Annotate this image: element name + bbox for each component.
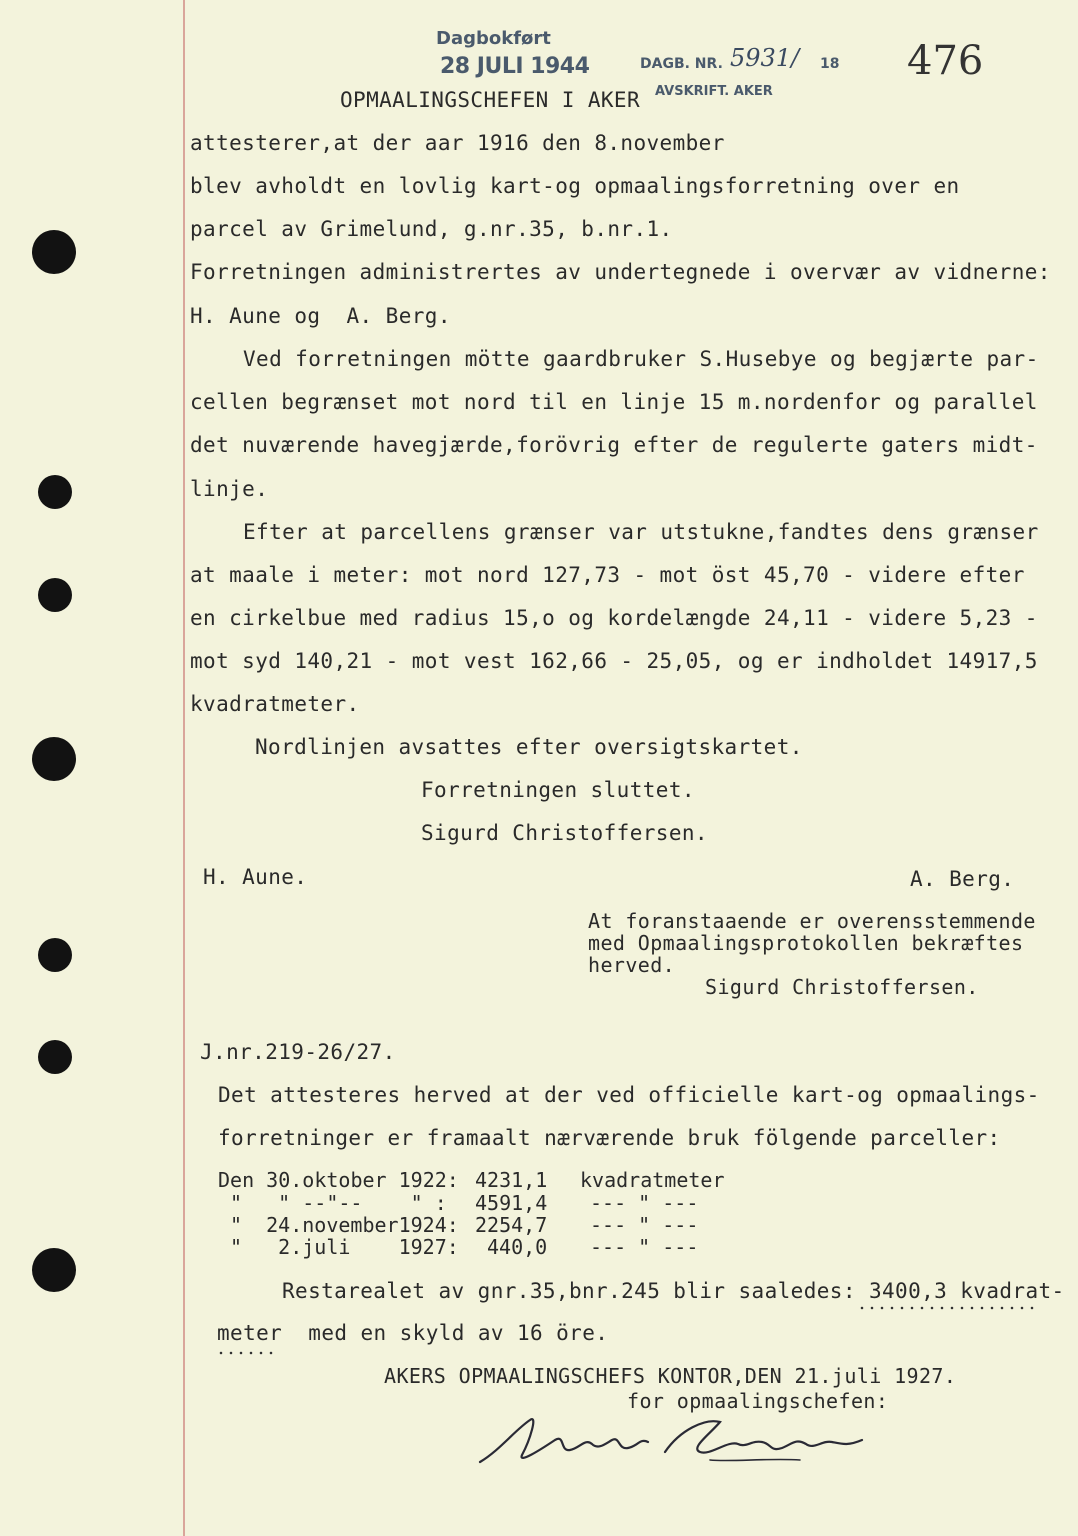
stamp-dagb-suffix: 18 — [820, 56, 840, 72]
for-line: for opmaalingschefen: — [627, 1389, 889, 1413]
witness-right: A. Berg. — [910, 867, 1015, 891]
second-line: forretninger er framaalt nærværende bruk fölgende parceller: — [218, 1126, 1001, 1150]
punch-hole — [38, 938, 72, 972]
parcel-date: " " --"-- " : — [230, 1191, 447, 1215]
margin-rule — [183, 0, 185, 1536]
parcel-unit: --- " --- — [590, 1235, 699, 1259]
parcel-area: 4591,4 — [475, 1191, 548, 1215]
stamp-label: Dagbokført — [436, 28, 551, 49]
body-line: linje. — [190, 477, 269, 501]
stamp-dagb-number: 5931/ — [730, 44, 800, 72]
journal-number: J.nr.219-26/27. — [200, 1040, 396, 1064]
body-line: Efter at parcellens grænser var utstukne,fandtes dens grænser — [243, 520, 1039, 544]
attest-line: med Opmaalingsprotokollen bekræftes — [588, 931, 1024, 955]
stamp-dagb-label: DAGB. NR. — [640, 56, 723, 72]
body-line: mot syd 140,21 - mot vest 162,66 - 25,05, og er indholdet 14917,5 — [190, 649, 1038, 673]
underline-dots — [216, 1351, 278, 1355]
parcel-area: 440,0 — [487, 1235, 548, 1259]
underline-dots — [857, 1306, 1037, 1310]
handwritten-signature — [470, 1400, 880, 1480]
body-line: Forretningen administrertes av undertegnede i overvær av vidnerne: — [190, 260, 1051, 284]
body-line: Sigurd Christoffersen. — [421, 821, 708, 845]
body-line: attesterer,at der aar 1916 den 8.november — [190, 131, 725, 155]
punch-hole — [38, 475, 72, 509]
parcel-date: " 2.juli 1927: — [230, 1235, 459, 1259]
body-line: parcel av Grimelund, g.nr.35, b.nr.1. — [190, 217, 673, 241]
rest-line: Restarealet av gnr.35,bnr.245 blir saaledes: 3400,3 kvadrat- — [282, 1279, 1065, 1303]
parcel-unit: --- " --- — [590, 1191, 699, 1215]
parcel-area: 4231,1 — [475, 1168, 548, 1192]
heading: OPMAALINGSCHEFEN I AKER — [340, 88, 640, 112]
body-line: en cirkelbue med radius 15,o og kordelængde 24,11 - videre 5,23 - — [190, 606, 1038, 630]
second-line: Det attesteres herved at der ved officielle kart-og opmaalings- — [218, 1083, 1040, 1107]
attest-line: At foranstaaende er overensstemmende — [588, 909, 1036, 933]
stamp-date: 28 JULI 1944 — [440, 54, 590, 79]
parcel-unit: kvadratmeter — [580, 1168, 725, 1192]
office-line: AKERS OPMAALINGSCHEFS KONTOR,DEN 21.juli 1927. — [384, 1364, 957, 1388]
body-line: Nordlinjen avsattes efter oversigtskartet. — [255, 735, 803, 759]
parcel-date: " 24.november1924: — [230, 1213, 459, 1237]
page-number: 476 — [907, 38, 984, 84]
punch-hole — [32, 230, 76, 274]
punch-hole — [38, 1040, 72, 1074]
punch-hole — [38, 578, 72, 612]
body-line: Ved forretningen mötte gaardbruker S.Husebye og begjærte par- — [243, 347, 1039, 371]
body-line: kvadratmeter. — [190, 692, 360, 716]
body-line: Forretningen sluttet. — [421, 778, 695, 802]
attest-line: herved. — [588, 953, 676, 977]
witness-left: H. Aune. — [203, 865, 308, 889]
body-line: det nuværende havegjærde,forövrig efter de regulerte gaters midt- — [190, 433, 1038, 457]
body-line: blev avholdt en lovlig kart-og opmaalingsforretning over en — [190, 174, 960, 198]
punch-hole — [32, 1248, 76, 1292]
punch-hole — [32, 737, 76, 781]
rest-line-2: meter med en skyld av 16 öre. — [217, 1321, 609, 1345]
parcel-area: 2254,7 — [475, 1213, 548, 1237]
parcel-date: Den 30.oktober 1922: — [218, 1168, 459, 1192]
attest-signature: Sigurd Christoffersen. — [705, 975, 979, 999]
stamp-office: AVSKRIFT. AKER — [655, 84, 773, 99]
body-line: at maale i meter: mot nord 127,73 - mot öst 45,70 - videre efter — [190, 563, 1025, 587]
body-line: H. Aune og A. Berg. — [190, 304, 451, 328]
body-line: cellen begrænset mot nord til en linje 15 m.nordenfor og parallel — [190, 390, 1038, 414]
parcel-unit: --- " --- — [590, 1213, 699, 1237]
